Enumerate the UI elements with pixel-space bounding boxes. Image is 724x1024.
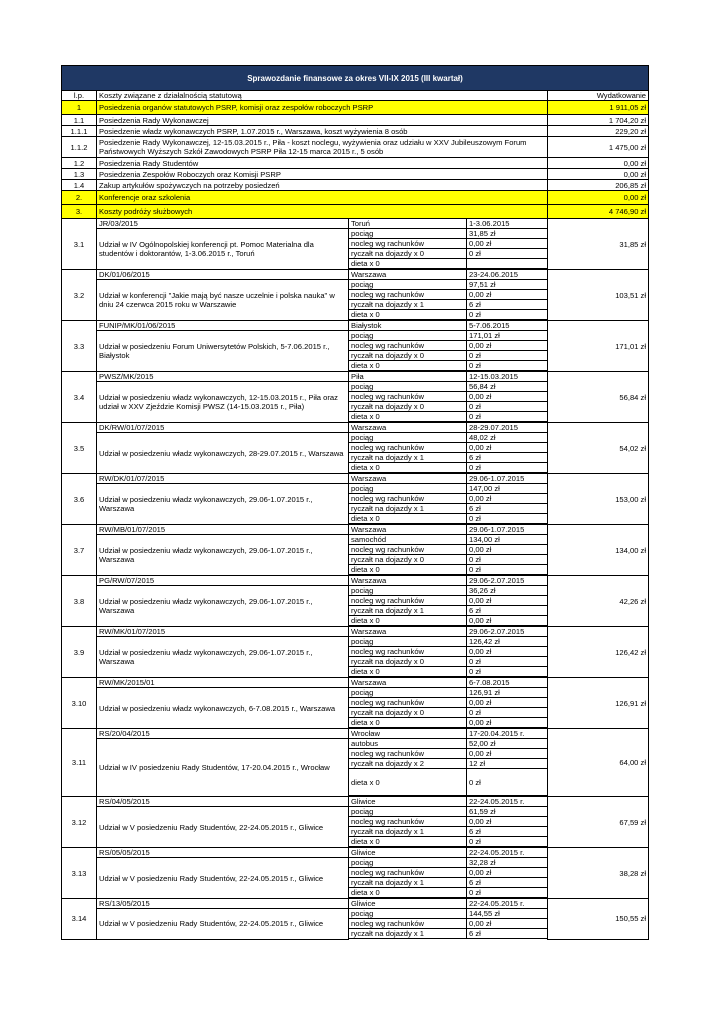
summary-description: Posiedzenia Rady Studentów xyxy=(97,158,548,169)
summary-amount: 0,00 zł xyxy=(548,191,649,205)
trip-description: Udział w posiedzeniu władz wykonawczych, 29.06-1.07.2015 r., Warszawa xyxy=(97,586,349,627)
summary-row xyxy=(62,205,649,219)
trip-detail-value: 29.06-2.07.2015 xyxy=(467,627,548,637)
trip-document-code: JR/03/2015 xyxy=(97,219,349,229)
trip-detail-value: 0,00 zł xyxy=(467,392,548,402)
trip-detail-label: pociąg xyxy=(349,858,467,868)
trip-detail-label: dieta x 0 xyxy=(349,463,467,473)
trip-header-row xyxy=(62,423,649,433)
trip-detail-label: pociąg xyxy=(349,229,467,239)
trip-spacer-cell xyxy=(349,939,467,940)
trip-header-row xyxy=(62,525,649,535)
trip-document-code: RW/DK/01/07/2015 xyxy=(97,474,349,484)
trip-description: Udział w V posiedzeniu Rady Studentów, 22-24.05.2015 r., Gliwice xyxy=(97,858,349,899)
trip-header-row xyxy=(62,219,649,229)
trip-detail-label: Warszawa xyxy=(349,525,467,535)
summary-row xyxy=(62,158,649,169)
trip-detail-label: Piła xyxy=(349,372,467,382)
trip-detail-value: 22-24.05.2015 r. xyxy=(467,848,548,858)
trip-detail-value: 0 zł xyxy=(467,412,548,422)
summary-lp: 1.1 xyxy=(62,115,97,126)
trip-detail-label: ryczałt na dojazdy x 0 xyxy=(349,402,467,412)
trip-detail-label: dieta x 0 xyxy=(349,514,467,524)
summary-lp: 1.1.2 xyxy=(62,137,97,158)
trip-detail-label: Gliwice xyxy=(349,797,467,807)
trip-header-row xyxy=(62,576,649,586)
report-title-row xyxy=(62,66,649,91)
summary-amount: 1 704,20 zł xyxy=(548,115,649,126)
header-lp: l.p. xyxy=(62,91,97,101)
trip-detail-value: 97,51 zł xyxy=(467,280,548,290)
trip-detail-value: 0 zł xyxy=(467,888,548,898)
trip-header-row xyxy=(62,678,649,688)
trip-detail-label: nocleg wg rachunków xyxy=(349,698,467,708)
trip-detail-value: 0,00 zł xyxy=(467,443,548,453)
trip-detail-value: 29.06-1.07.2015 xyxy=(467,525,548,535)
trip-total: 103,51 zł xyxy=(548,270,649,321)
trip-description: Udział w posiedzeniu władz wykonawczych, 28-29.07.2015 r., Warszawa xyxy=(97,433,349,474)
summary-row xyxy=(62,137,649,158)
trip-total: 38,28 zł xyxy=(548,848,649,899)
trip-detail-value: 0 zł xyxy=(467,351,548,361)
trip-detail-value: 0 zł xyxy=(467,565,548,575)
trip-detail-label: Warszawa xyxy=(349,474,467,484)
trip-document-code: FUNIP/MK/01/06/2015 xyxy=(97,321,349,331)
trip-detail-value: 171,01 zł xyxy=(467,331,548,341)
trip-document-code: RW/MB/01/07/2015 xyxy=(97,525,349,535)
trip-lp: 3.14 xyxy=(62,899,97,940)
trip-header-row xyxy=(62,797,649,807)
trip-header-row xyxy=(62,321,649,331)
trip-document-code: DK/RW/01/07/2015 xyxy=(97,423,349,433)
trip-detail-label: nocleg wg rachunków xyxy=(349,443,467,453)
trip-detail-value: 31,85 zł xyxy=(467,229,548,239)
trip-detail-value: 134,00 zł xyxy=(467,535,548,545)
summary-description: Konferencje oraz szkolenia xyxy=(97,191,548,205)
trip-lp: 3.4 xyxy=(62,372,97,423)
trip-detail-label: dieta x 0 xyxy=(349,769,467,796)
trip-detail-label: nocleg wg rachunków xyxy=(349,341,467,351)
summary-amount: 4 746,90 zł xyxy=(548,205,649,219)
trip-lp: 3.3 xyxy=(62,321,97,372)
trip-detail-label: ryczałt na dojazdy x 0 xyxy=(349,351,467,361)
trip-detail-label: Warszawa xyxy=(349,270,467,280)
trip-header-row xyxy=(62,627,649,637)
trip-detail-label: dieta x 0 xyxy=(349,837,467,847)
trip-detail-value: 0 zł xyxy=(467,708,548,718)
trip-total: 56,84 zł xyxy=(548,372,649,423)
trip-detail-label: samochód xyxy=(349,535,467,545)
trip-total: 126,91 zł xyxy=(548,678,649,729)
trip-detail-value: 0 zł xyxy=(467,402,548,412)
trip-document-code: RS/04/05/2015 xyxy=(97,797,349,807)
summary-description: Posiedzenie Rady Wykonawczej, 12-15.03.2015 r., Piła - koszt noclegu, wyżywienia oraz udziału w XXV Jubileuszowym Forum Państwowych Wyższych Szkół Zawodowych PSRP Piła 12-15 marca 2015 r., 5 osób xyxy=(97,137,548,158)
summary-amount: 0,00 zł xyxy=(548,169,649,180)
trip-lp: 3.12 xyxy=(62,797,97,848)
trip-detail-value: 0,00 zł xyxy=(467,616,548,626)
trip-document-code: RW/MK/2015/01 xyxy=(97,678,349,688)
trip-lp: 3.1 xyxy=(62,219,97,270)
trip-total: 150,55 zł xyxy=(548,899,649,940)
summary-description: Zakup artykułów spożywczych na potrzeby posiedzeń xyxy=(97,180,548,191)
trip-detail-value: 0,00 zł xyxy=(467,817,548,827)
trip-detail-value: 32,28 zł xyxy=(467,858,548,868)
summary-amount: 206,85 zł xyxy=(548,180,649,191)
trip-header-row xyxy=(62,474,649,484)
trip-detail-label: dieta x 0 xyxy=(349,361,467,371)
trip-detail-label: nocleg wg rachunków xyxy=(349,647,467,657)
trip-detail-value: 0 zł xyxy=(467,463,548,473)
trip-detail-label: ryczałt na dojazdy x 1 xyxy=(349,827,467,837)
trip-detail-value: 0,00 zł xyxy=(467,290,548,300)
header-row xyxy=(62,91,649,101)
summary-lp: 2. xyxy=(62,191,97,205)
trip-detail-value: 0,00 zł xyxy=(467,239,548,249)
trip-header-row xyxy=(62,848,649,858)
trip-detail-label: ryczałt na dojazdy x 0 xyxy=(349,708,467,718)
trip-description: Udział w posiedzeniu Forum Uniwersytetów Polskich, 5-7.06.2015 r., Białystok xyxy=(97,331,349,372)
trip-detail-value: 22-24.05.2015 r. xyxy=(467,899,548,909)
trip-description: Udział w konferencji "Jakie mają być nasze uczelnie i polska nauka" w dniu 24 czerwca 2015 roku w Warszawie xyxy=(97,280,349,321)
trip-detail-label: pociąg xyxy=(349,586,467,596)
trip-detail-label: pociąg xyxy=(349,688,467,698)
trip-detail-label: Toruń xyxy=(349,219,467,229)
trip-detail-value xyxy=(467,259,548,269)
summary-description: Posiedzenia organów statutowych PSRP, komisji oraz zespołów roboczych PSRP xyxy=(97,101,548,115)
trip-header-row xyxy=(62,729,649,739)
trip-detail-label: autobus xyxy=(349,739,467,749)
trip-detail-label: dieta x 0 xyxy=(349,718,467,728)
trip-lp: 3.2 xyxy=(62,270,97,321)
trip-detail-label: pociąg xyxy=(349,637,467,647)
trip-detail-label: pociąg xyxy=(349,331,467,341)
trip-description: Udział w posiedzeniu władz wykonawczych, 29.06-1.07.2015 r., Warszawa xyxy=(97,637,349,678)
trip-description: Udział w posiedzeniu władz wykonawczych, 6-7.08.2015 r., Warszawa xyxy=(97,688,349,729)
trip-detail-value: 0,00 zł xyxy=(467,868,548,878)
trip-detail-value: 6 zł xyxy=(467,453,548,463)
summary-row xyxy=(62,169,649,180)
trip-detail-value: 0,00 zł xyxy=(467,647,548,657)
trip-detail-label: dieta x 0 xyxy=(349,888,467,898)
trip-detail-value: 29.06-1.07.2015 xyxy=(467,474,548,484)
trip-detail-label: pociąg xyxy=(349,280,467,290)
trip-detail-label: pociąg xyxy=(349,382,467,392)
trip-detail-label: pociąg xyxy=(349,909,467,919)
trip-lp: 3.10 xyxy=(62,678,97,729)
trip-detail-value: 0 zł xyxy=(467,667,548,677)
trip-detail-label: nocleg wg rachunków xyxy=(349,239,467,249)
trip-detail-value: 6-7.08.2015 xyxy=(467,678,548,688)
trip-detail-value: 0,00 zł xyxy=(467,919,548,929)
trip-detail-value: 6 zł xyxy=(467,300,548,310)
summary-lp: 1.2 xyxy=(62,158,97,169)
trip-total: 31,85 zł xyxy=(548,219,649,270)
trip-total: 67,59 zł xyxy=(548,797,649,848)
summary-row xyxy=(62,180,649,191)
trip-detail-label: pociąg xyxy=(349,433,467,443)
trip-detail-value: 0,00 zł xyxy=(467,596,548,606)
trip-detail-value: 5-7.06.2015 xyxy=(467,321,548,331)
trip-detail-value: 61,59 zł xyxy=(467,807,548,817)
trip-detail-value: 48,02 zł xyxy=(467,433,548,443)
trip-lp: 3.5 xyxy=(62,423,97,474)
trip-detail-label: Warszawa xyxy=(349,576,467,586)
summary-lp: 1.4 xyxy=(62,180,97,191)
trip-description: Udział w V posiedzeniu Rady Studentów, 22-24.05.2015 r., Gliwice xyxy=(97,909,349,940)
trip-detail-value: 0 zł xyxy=(467,310,548,320)
trip-detail-label: dieta x 0 xyxy=(349,310,467,320)
trip-detail-value: 6 zł xyxy=(467,827,548,837)
summary-row xyxy=(62,191,649,205)
trip-detail-label: Warszawa xyxy=(349,678,467,688)
summary-amount: 1 475,00 zł xyxy=(548,137,649,158)
summary-row xyxy=(62,126,649,137)
trip-detail-label: nocleg wg rachunków xyxy=(349,919,467,929)
summary-lp: 1.3 xyxy=(62,169,97,180)
trip-detail-value: 28-29.07.2015 xyxy=(467,423,548,433)
trip-detail-label: ryczałt na dojazdy x 1 xyxy=(349,504,467,514)
trip-header-row xyxy=(62,372,649,382)
trip-detail-label: ryczałt na dojazdy x 0 xyxy=(349,249,467,259)
report-table xyxy=(61,65,649,940)
trip-detail-value: 36,26 zł xyxy=(467,586,548,596)
trip-detail-label: ryczałt na dojazdy x 1 xyxy=(349,453,467,463)
summary-lp: 1.1.1 xyxy=(62,126,97,137)
trip-header-row xyxy=(62,899,649,909)
trip-detail-label: ryczałt na dojazdy x 2 xyxy=(349,759,467,769)
trip-detail-label: ryczałt na dojazdy x 0 xyxy=(349,555,467,565)
trip-detail-value: 17-20.04.2015 r. xyxy=(467,729,548,739)
trip-detail-label: nocleg wg rachunków xyxy=(349,596,467,606)
trip-detail-value: 29.06-2.07.2015 xyxy=(467,576,548,586)
trip-detail-label: pociąg xyxy=(349,484,467,494)
trip-detail-value: 52,00 zł xyxy=(467,739,548,749)
trip-detail-label: nocleg wg rachunków xyxy=(349,290,467,300)
trip-detail-label: dieta x 0 xyxy=(349,667,467,677)
trip-detail-value: 0,00 zł xyxy=(467,749,548,759)
trip-detail-value: 56,84 zł xyxy=(467,382,548,392)
trip-description: Udział w posiedzeniu władz wykonawczych, 29.06-1.07.2015 r., Warszawa xyxy=(97,535,349,576)
trip-detail-label: nocleg wg rachunków xyxy=(349,817,467,827)
trip-document-code: RW/MK/01/07/2015 xyxy=(97,627,349,637)
summary-description: Koszty podróży służbowych xyxy=(97,205,548,219)
trip-description: Udział w posiedzeniu władz wykonawczych, 29.06-1.07.2015 r., Warszawa xyxy=(97,484,349,525)
trip-detail-value: 144,55 zł xyxy=(467,909,548,919)
trip-detail-value: 6 zł xyxy=(467,929,548,939)
trip-document-code: PWSZ/MK/2015 xyxy=(97,372,349,382)
trip-total: 126,42 zł xyxy=(548,627,649,678)
header-amount: Wydatkowanie xyxy=(548,91,649,101)
trip-detail-value: 126,91 zł xyxy=(467,688,548,698)
trip-detail-value: 0 zł xyxy=(467,837,548,847)
trip-lp: 3.9 xyxy=(62,627,97,678)
trip-lp: 3.11 xyxy=(62,729,97,797)
trip-detail-value: 147,00 zł xyxy=(467,484,548,494)
trip-document-code: RS/20/04/2015 xyxy=(97,729,349,739)
trip-detail-value: 12 zł xyxy=(467,759,548,769)
trip-total: 42,26 zł xyxy=(548,576,649,627)
trip-document-code: PG/RW/07/2015 xyxy=(97,576,349,586)
trip-detail-label: nocleg wg rachunków xyxy=(349,545,467,555)
trip-lp: 3.6 xyxy=(62,474,97,525)
trip-detail-label: dieta x 0 xyxy=(349,616,467,626)
trip-detail-value: 12-15.03.2015 xyxy=(467,372,548,382)
trip-total: 134,00 zł xyxy=(548,525,649,576)
summary-lp: 1 xyxy=(62,101,97,115)
trip-detail-label: ryczałt na dojazdy x 1 xyxy=(349,300,467,310)
trip-spacer-cell xyxy=(467,939,548,940)
financial-report-sheet xyxy=(61,65,648,940)
trip-detail-value: 0 zł xyxy=(467,249,548,259)
trip-detail-label: Warszawa xyxy=(349,423,467,433)
trip-detail-value: 126,42 zł xyxy=(467,637,548,647)
trip-lp: 3.13 xyxy=(62,848,97,899)
trip-document-code: RS/13/05/2015 xyxy=(97,899,349,909)
trip-detail-label: nocleg wg rachunków xyxy=(349,392,467,402)
trip-detail-value: 6 zł xyxy=(467,878,548,888)
trip-detail-label: pociąg xyxy=(349,807,467,817)
trip-detail-label: nocleg wg rachunków xyxy=(349,494,467,504)
trip-lp: 3.8 xyxy=(62,576,97,627)
trip-description: Udział w V posiedzeniu Rady Studentów, 22-24.05.2015 r., Gliwice xyxy=(97,807,349,848)
trip-detail-value: 0,00 zł xyxy=(467,545,548,555)
trip-detail-value: 0,00 zł xyxy=(467,341,548,351)
trip-detail-value: 22-24.05.2015 r. xyxy=(467,797,548,807)
trip-description: Udział w IV Ogólnopolskiej konferencji pt. Pomoc Materialna dla studentów i doktorantów, 1-3.06.2015 r., Toruń xyxy=(97,229,349,270)
trip-detail-value: 0 zł xyxy=(467,769,548,796)
summary-row xyxy=(62,115,649,126)
trip-detail-label: Białystok xyxy=(349,321,467,331)
trip-detail-label: Warszawa xyxy=(349,627,467,637)
summary-amount: 229,20 zł xyxy=(548,126,649,137)
trip-detail-label: ryczałt na dojazdy x 1 xyxy=(349,606,467,616)
header-description: Koszty związane z działalnością statutową xyxy=(97,91,548,101)
summary-lp: 3. xyxy=(62,205,97,219)
trip-detail-label: ryczałt na dojazdy x 1 xyxy=(349,929,467,939)
trip-detail-label: Gliwice xyxy=(349,848,467,858)
trip-detail-label: nocleg wg rachunków xyxy=(349,749,467,759)
summary-amount: 1 911,05 zł xyxy=(548,101,649,115)
trip-total: 171,01 zł xyxy=(548,321,649,372)
report-title: Sprawozdanie finansowe za okres VII-IX 2015 (III kwartał) xyxy=(62,66,649,91)
trip-detail-value: 0 zł xyxy=(467,514,548,524)
trip-description: Udział w IV posiedzeniu Rady Studentów, 17-20.04.2015 r., Wrocław xyxy=(97,739,349,797)
trip-detail-value: 23-24.06.2015 xyxy=(467,270,548,280)
trip-detail-label: nocleg wg rachunków xyxy=(349,868,467,878)
trip-detail-label: Wrocław xyxy=(349,729,467,739)
trip-total: 64,00 zł xyxy=(548,729,649,797)
trip-detail-value: 0 zł xyxy=(467,361,548,371)
trip-detail-value: 0,00 zł xyxy=(467,494,548,504)
trip-lp: 3.7 xyxy=(62,525,97,576)
trip-detail-label: dieta x 0 xyxy=(349,565,467,575)
summary-amount: 0,00 zł xyxy=(548,158,649,169)
trip-document-code: RS/05/05/2015 xyxy=(97,848,349,858)
trip-detail-value: 6 zł xyxy=(467,504,548,514)
trip-detail-value: 1-3.06.2015 xyxy=(467,219,548,229)
trip-detail-label: ryczałt na dojazdy x 1 xyxy=(349,878,467,888)
trip-detail-label: dieta x 0 xyxy=(349,259,467,269)
summary-description: Posiedzenia Rady Wykonawczej xyxy=(97,115,548,126)
summary-description: Posiedzenia Zespołów Roboczych oraz Komisji PSRP xyxy=(97,169,548,180)
trip-detail-value: 0,00 zł xyxy=(467,718,548,728)
trip-document-code: DK/01/06/2015 xyxy=(97,270,349,280)
trip-detail-label: ryczałt na dojazdy x 0 xyxy=(349,657,467,667)
summary-description: Posiedzenie władz wykonawczych PSRP, 1.07.2015 r., Warszawa, koszt wyżywienia 8 osób xyxy=(97,126,548,137)
trip-detail-label: Gliwice xyxy=(349,899,467,909)
trip-header-row xyxy=(62,270,649,280)
trip-detail-value: 0,00 zł xyxy=(467,698,548,708)
trip-detail-value: 0 zł xyxy=(467,555,548,565)
trip-detail-value: 0 zł xyxy=(467,657,548,667)
trip-total: 54,02 zł xyxy=(548,423,649,474)
summary-row xyxy=(62,101,649,115)
trip-detail-label: dieta x 0 xyxy=(349,412,467,422)
trip-detail-value: 6 zł xyxy=(467,606,548,616)
trip-total: 153,00 zł xyxy=(548,474,649,525)
trip-description: Udział w posiedzeniu władz wykonawczych, 12-15.03.2015 r., Piła oraz udział w XXV Zjeździe Komisji PWSZ (14-15.03.2015 r., Piła) xyxy=(97,382,349,423)
